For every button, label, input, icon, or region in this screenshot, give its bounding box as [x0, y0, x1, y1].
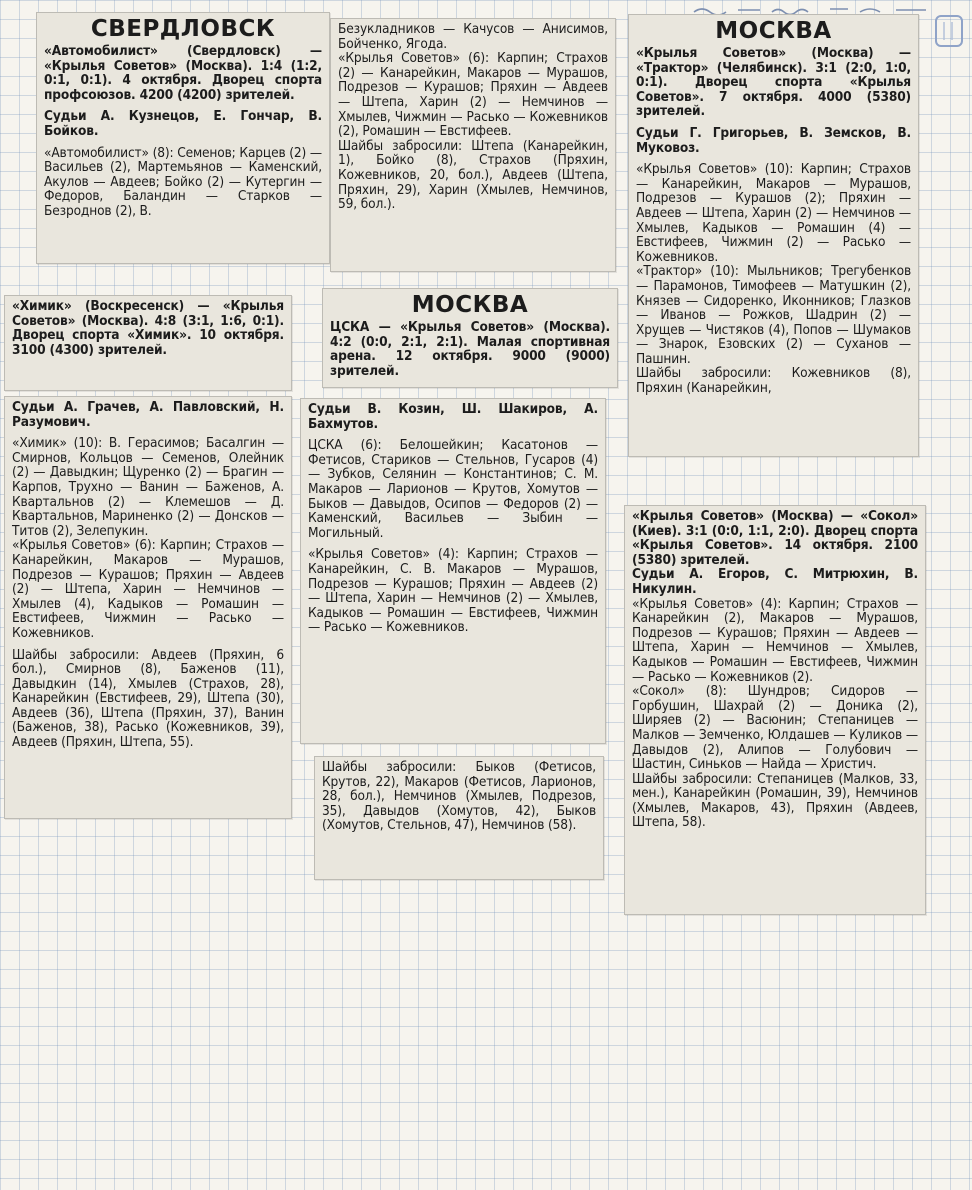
- clipping-paragraph: Судьи А. Кузнецов, Е. Гончар, В. Бойков.: [44, 108, 322, 139]
- clipping-cska-goals: [314, 756, 604, 880]
- clipping-paragraph: Судьи А. Грачев, А. Павловский, Н. Разумович.: [12, 399, 284, 430]
- clipping-paragraph: ЦСКА — «Крылья Советов» (Москва). 4:2 (0:0, 2:1, 2:1). Малая спортивная арена. 12 октября. 9000 (9000) зрителей.: [330, 319, 610, 379]
- clipping-paragraph: Шайбы забросили: Кожевников (8), Пряхин (Канарейкин,: [636, 365, 911, 397]
- clipping-paragraph: Безукладников — Качусов — Анисимов, Бойченко, Ягода.: [338, 21, 608, 52]
- clipping-paragraph: «Крылья Советов» (4): Карпин; Страхов — Канарейкин (2), Макаров — Мурашов, Подрезов — Курашов; Пряхин — Авдеев — Штепа, Харин — Немчинов — Хмылев, Кадыков — Ромашин — Евстифеев, Чижмин — Расько — Кожевников (2).: [632, 595, 918, 685]
- city-heading: СВЕРДЛОВСК: [90, 16, 276, 42]
- clipping-paragraph: «Химик» (10): В. Герасимов; Басалгин — Смирнов, Кольцов — Семенов, Олейник (2) — Давыдкин; Щуренко (2) — Брагин — Карпов, Трухно — Ванин — Баженов, А. Квартальнов (2) — Клемешов — Д. Квартальнов, Мариненко (2) — Донсков — Титов (2), Зелепукин.: [12, 435, 284, 539]
- clipping-sverdlovsk: [36, 12, 330, 264]
- clipping-sverdlovsk-continued: [330, 18, 616, 272]
- clipping-paragraph: «Автомобилист» (8): Семенов; Карцев (2) — Васильев (2), Мартемьянов — Каменский, Акулов — Авдеев; Бойко (2) — Кутергин — Федоров, Баландин — Старков — Безроднов (2), В.: [44, 144, 322, 219]
- clipping-paragraph: «Сокол» (8): Шундров; Сидоров — Горбушин, Шахрай (2) — Доника (2), Ширяев (2) — Васюнин; Степаницев — Малков — Земченко, Юлдашев — Куликов — Давыдов (2), Алипов — Голубович — Шастин, Синьков — Найда — Христич.: [632, 683, 918, 773]
- clipping-paragraph: Судьи Г. Григорьев, В. Земсков, В. Муковоз.: [636, 124, 911, 156]
- clipping-moscow-traktor: [628, 14, 919, 457]
- clipping-paragraph: «Крылья Советов» (6): Карпин; Страхов — Канарейкин, Макаров — Мурашов, Подрезов — Курашов; Пряхин — Авдеев (2) — Штепа, Харин — Немчинов — Хмылев (4), Кадыков — Ромашин — Евстифеев, Чижмин — Расько — Кожевников.: [12, 537, 284, 641]
- clipping-paragraph: Шайбы забросили: Авдеев (Пряхин, 6 бол.), Смирнов (8), Баженов (11), Давыдкин (14), Хмылев (Страхов, 28), Канарейкин (Евстифеев, 29), Штепа (30), Авдеев (36), Штепа (Пряхин, 37), Ванин (Баженов, 38), Расько (Кожевников, 39), Авдеев (Пряхин, Штепа, 55).: [12, 646, 284, 751]
- clipping-paragraph: «Крылья Советов» (6): Карпин; Страхов (2) — Канарейкин, Макаров — Мурашов, Подрезов — Курашов; Пряхин — Авдеев — Штепа, Харин (2) — Немчинов — Хмылев, Чижмин — Расько — Кожевников (2), Ромашин — Евстифеев.: [338, 50, 608, 140]
- city-heading: МОСКВА: [411, 292, 529, 318]
- clipping-cska-body: [300, 398, 606, 744]
- clipping-sokol: [624, 505, 926, 915]
- clipping-paragraph: Шайбы забросили: Быков (Фетисов, Крутов, 22), Макаров (Фетисов, Ларионов, 28, бол.), Немчинов (Хмылев, Подрезов, 35), Давыдов (Хомутов, 42), Быков (Хомутов, Стельнов, 47), Немчинов (58).: [322, 759, 596, 834]
- city-heading: МОСКВА: [715, 18, 832, 44]
- clipping-paragraph: Шайбы забросили: Штепа (Канарейкин, 1), Бойко (8), Страхов (Пряхин, Кожевников, 20, бол.), Авдеев (Штепа, Пряхин, 29), Харин (Хмылев, Немчинов, 59, бол.).: [338, 137, 608, 213]
- clipping-paragraph: «Химик» (Воскресенск) — «Крылья Советов» (Москва). 4:8 (3:1, 1:6, 0:1). Дворец спорта «Химик». 10 октября. 3100 (4300) зрителей.: [12, 298, 284, 358]
- clipping-paragraph: Судьи А. Егоров, С. Митрюхин, В. Никулин.: [632, 566, 918, 597]
- clipping-khimik-header: [4, 295, 292, 391]
- corner-tab-marking: [930, 14, 966, 48]
- clipping-paragraph: Шайбы забросили: Степаницев (Малков, 33, мен.), Канарейкин (Ромашин, 39), Немчинов (Хмылев, Макаров, 43), Пряхин (Авдеев, Штепа, 58).: [632, 770, 918, 831]
- clipping-paragraph: «Трактор» (10): Мыльников; Трегубенков — Парамонов, Тимофеев — Матушкин (2), Князев — Сидоренко, Иконников; Глазков — Иванов — Рожков, Шадрин (2) — Хрущев — Чистяков (4), Попов — Шумаков — Знарок, Езовских (2) — Суханов — Пашнин.: [636, 263, 911, 367]
- clipping-paragraph: «Крылья Советов» (4): Карпин; Страхов — Канарейкин, С. В. Макаров — Мурашов, Подрезов — Курашов; Пряхин — Авдеев (2) — Штепа, Харин — Немчинов (2) — Хмылев, Кадыков — Ромашин — Евстифеев, Чижмин — Расько — Кожевников.: [308, 546, 598, 636]
- clipping-paragraph: «Крылья Советов» (Москва) — «Сокол» (Киев). 3:1 (0:0, 1:1, 2:0). Дворец спорта «Крылья Советов». 14 октября. 2100 (5380) зрителей.: [632, 508, 918, 568]
- clipping-paragraph: «Крылья Советов» (Москва) — «Трактор» (Челябинск). 3:1 (2:0, 1:0, 0:1). Дворец спорта «Крылья Советов». 7 октября. 4000 (5380) зрителей.: [636, 45, 911, 120]
- clipping-khimik-body: [4, 396, 292, 819]
- clipping-paragraph: «Крылья Советов» (10): Карпин; Страхов — Канарейкин, Макаров — Мурашов, Подрезов — Курашов (2); Пряхин — Авдеев — Штепа, Харин (2) — Немчинов — Хмылев, Кадыков — Ромашин (4) — Евстифеев, Чижмин (2) — Расько — Кожевников.: [636, 161, 911, 265]
- clipping-paragraph: «Автомобилист» (Свердловск) — «Крылья Советов» (Москва). 1:4 (1:2, 0:1, 0:1). 4 октября. Дворец спорта профсоюзов. 4200 (4200) зрителей.: [44, 43, 322, 103]
- clipping-paragraph: ЦСКА (6): Белошейкин; Касатонов — Фетисов, Стариков — Стельнов, Гусаров (4) — Зубков, Селянин — Константинов; С. М. Макаров — Ларионов — Крутов, Хомутов — Быков — Давыдов, Осипов — Федоров (2) — Каменский, Васильев — Зыбин — Могильный.: [308, 437, 598, 541]
- clipping-paragraph: Судьи В. Козин, Ш. Шакиров, А. Бахмутов.: [308, 401, 598, 432]
- clipping-moscow-cska-header: [322, 288, 618, 388]
